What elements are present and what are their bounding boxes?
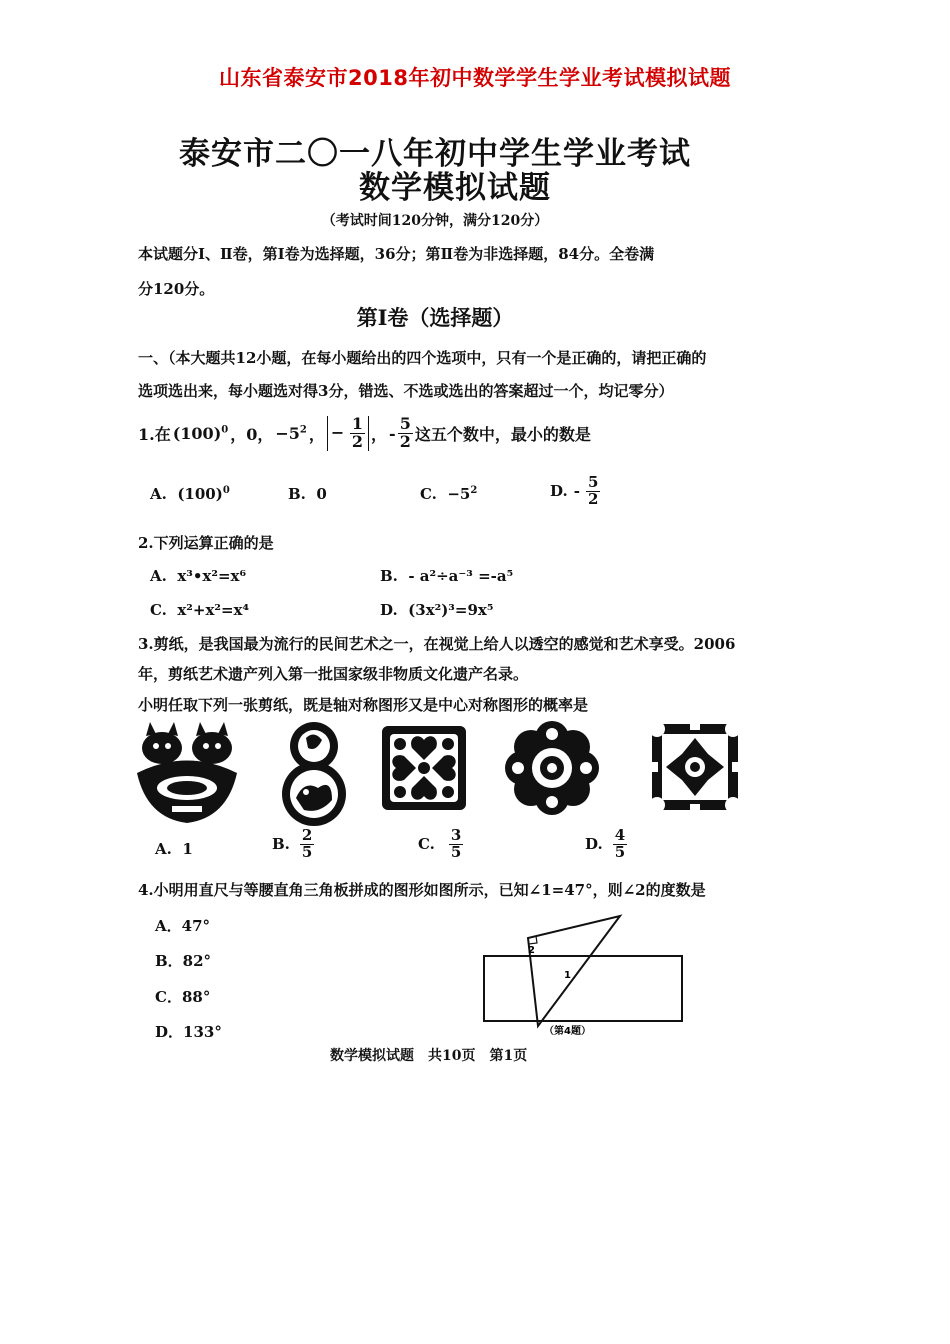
q1-option-c: C. $-5^2$ bbox=[420, 485, 478, 503]
q1-sep3: ， bbox=[371, 424, 388, 444]
question-3-line-2: 年，剪纸艺术遗产列入第一批国家级非物质文化遗产名录。 bbox=[138, 665, 529, 683]
exam-title: 泰安市二〇一八年初中学生学业考试 bbox=[179, 136, 691, 172]
q1-fraction: $\frac{5}{2}$ bbox=[399, 414, 411, 451]
paper-cut-cats bbox=[137, 722, 237, 823]
document-header: 山东省泰安市2018年初中数学学生学业考试模拟试题 bbox=[219, 66, 731, 90]
q4-figure bbox=[478, 908, 690, 1036]
intro-line-1: 本试题分Ⅰ、Ⅱ卷，第Ⅰ卷为选择题，36分；第Ⅱ卷为非选择题，84分。全卷满 bbox=[138, 245, 655, 263]
angle-1-label: 1 bbox=[564, 970, 571, 981]
q4-option-a: A．47° bbox=[155, 917, 211, 935]
page-footer: 数学模拟试题 共10页 第1页 bbox=[330, 1048, 528, 1064]
exam-info: （考试时间120分钟，满分120分） bbox=[321, 213, 549, 229]
q3-option-d: D. $\frac{4}{5}$ bbox=[585, 826, 626, 861]
section-title: 第Ⅰ卷（选择题） bbox=[356, 305, 514, 330]
q1-prefix: 1.在 bbox=[138, 424, 171, 444]
q1-sep2: ， bbox=[308, 424, 325, 444]
figure-caption: （第4题） bbox=[544, 1026, 591, 1036]
q1-term1: $(100)^0$ bbox=[172, 423, 229, 443]
q1-sep1: ，0， bbox=[230, 424, 274, 444]
question-4-stem: 4.小明用直尺与等腰直角三角板拼成的图形如图所示，已知∠1=47°，则∠2的度数是 bbox=[138, 881, 706, 899]
q3-option-c: C. $\frac{3}{5}$ bbox=[418, 826, 462, 861]
question-2-stem: 2.下列运算正确的是 bbox=[138, 534, 274, 552]
exam-subtitle: 数学模拟试题 bbox=[359, 170, 551, 206]
paper-cut-ornament bbox=[649, 721, 741, 813]
question-3-line-1: 3.剪纸，是我国最为流行的民间艺术之一，在视觉上给人以透空的感觉和艺术享受。2006 bbox=[138, 635, 736, 653]
q1-suffix: 这五个数中，最小的数是 bbox=[414, 424, 591, 444]
intro-line-2: 分120分。 bbox=[138, 280, 215, 298]
q4-option-c: C．88° bbox=[155, 988, 211, 1006]
q1-neg: - bbox=[389, 423, 396, 443]
q3-option-b: B. $\frac{2}{5}$ bbox=[272, 826, 313, 861]
q1-abs-value: − $\frac{1}{2}$ bbox=[327, 416, 369, 451]
instructions-line-2: 选项选出来，每小题选对得3分，错选、不选或选出的答案超过一个，均记零分） bbox=[138, 382, 674, 400]
q1-option-b: B. 0 bbox=[288, 485, 327, 503]
instructions-line-1: 一、（本大题共12小题，在每小题给出的四个选项中，只有一个是正确的，请把正确的 bbox=[138, 349, 707, 367]
q2-option-d: D. (3x²)³=9x⁵ bbox=[380, 601, 494, 619]
paper-cut-hearts bbox=[382, 726, 466, 810]
q4-option-b: B．82° bbox=[155, 952, 212, 970]
paper-cut-images bbox=[132, 718, 752, 828]
q2-option-a: A. x³•x²=x⁶ bbox=[150, 567, 247, 585]
question-3-line-3: 小明任取下列一张剪纸，既是轴对称图形又是中心对称图形的概率是 bbox=[138, 696, 589, 714]
q2-option-b: B. - a²÷a⁻³ =-a⁵ bbox=[380, 567, 514, 585]
angle-2-label: 2 bbox=[528, 945, 535, 956]
q4-option-d: D．133° bbox=[155, 1023, 222, 1041]
paper-cut-flower bbox=[505, 721, 599, 815]
q1-option-d: D. - $\frac{5}{2}$ bbox=[550, 473, 599, 508]
set-square bbox=[528, 916, 620, 1026]
q3-option-a: A. 1 bbox=[155, 840, 193, 858]
q1-term3: $-5^2$ bbox=[275, 423, 307, 443]
q2-option-c: C. x²+x²=x⁴ bbox=[150, 601, 250, 619]
paper-cut-gourd bbox=[282, 722, 346, 826]
q1-option-a: A. $(100)^0$ bbox=[150, 485, 230, 503]
question-1-stem bbox=[138, 416, 591, 451]
